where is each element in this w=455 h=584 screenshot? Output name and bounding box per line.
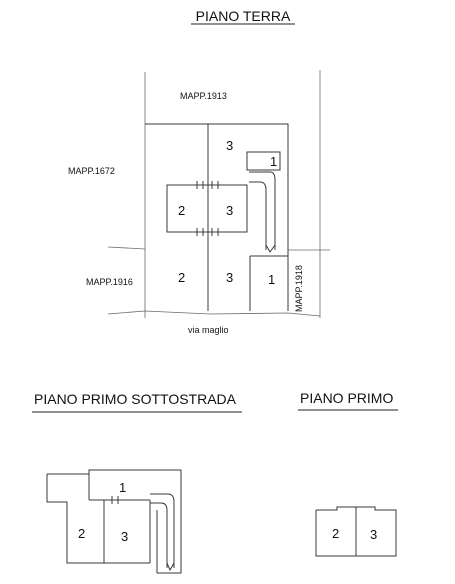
unit-number: 1 <box>268 272 276 287</box>
street-label: via maglio <box>188 325 229 335</box>
basement-stair-inner <box>150 503 167 568</box>
unit-number: 3 <box>226 203 234 218</box>
unit-number: 2 <box>178 203 186 218</box>
parcel-label-east: MAPP.1918 <box>294 265 304 312</box>
stair-outer <box>249 172 275 250</box>
plan-basement <box>47 470 181 573</box>
unit-number: 3 <box>370 527 378 542</box>
unit-number: 2 <box>78 526 86 541</box>
basement-stair-arrow <box>167 563 174 570</box>
basement-stair-outer <box>150 494 174 568</box>
basement-outline-west <box>47 474 150 563</box>
parcel-1672-boundary <box>108 247 145 249</box>
title-piano-primo-sottostrada: PIANO PRIMO SOTTOSTRADA <box>34 391 236 407</box>
unit-number: 3 <box>121 529 129 544</box>
unit-number: 3 <box>226 138 234 153</box>
title-piano-primo: PIANO PRIMO <box>300 390 394 406</box>
unit-number: 2 <box>178 270 186 285</box>
title-piano-terra: PIANO TERRA <box>195 8 291 24</box>
stair-inner <box>249 182 266 250</box>
unit-number: 2 <box>332 526 340 541</box>
street-boundary <box>108 311 320 316</box>
stair-arrow <box>266 245 275 252</box>
unit-number: 3 <box>226 270 234 285</box>
parcel-label-west: MAPP.1672 <box>68 166 115 176</box>
parcel-label-southwest: MAPP.1916 <box>86 277 133 287</box>
plan-first-floor <box>316 507 396 556</box>
parcel-label-north: MAPP.1913 <box>180 91 227 101</box>
unit-number: 1 <box>119 480 127 495</box>
unit-number: 1 <box>270 154 278 169</box>
